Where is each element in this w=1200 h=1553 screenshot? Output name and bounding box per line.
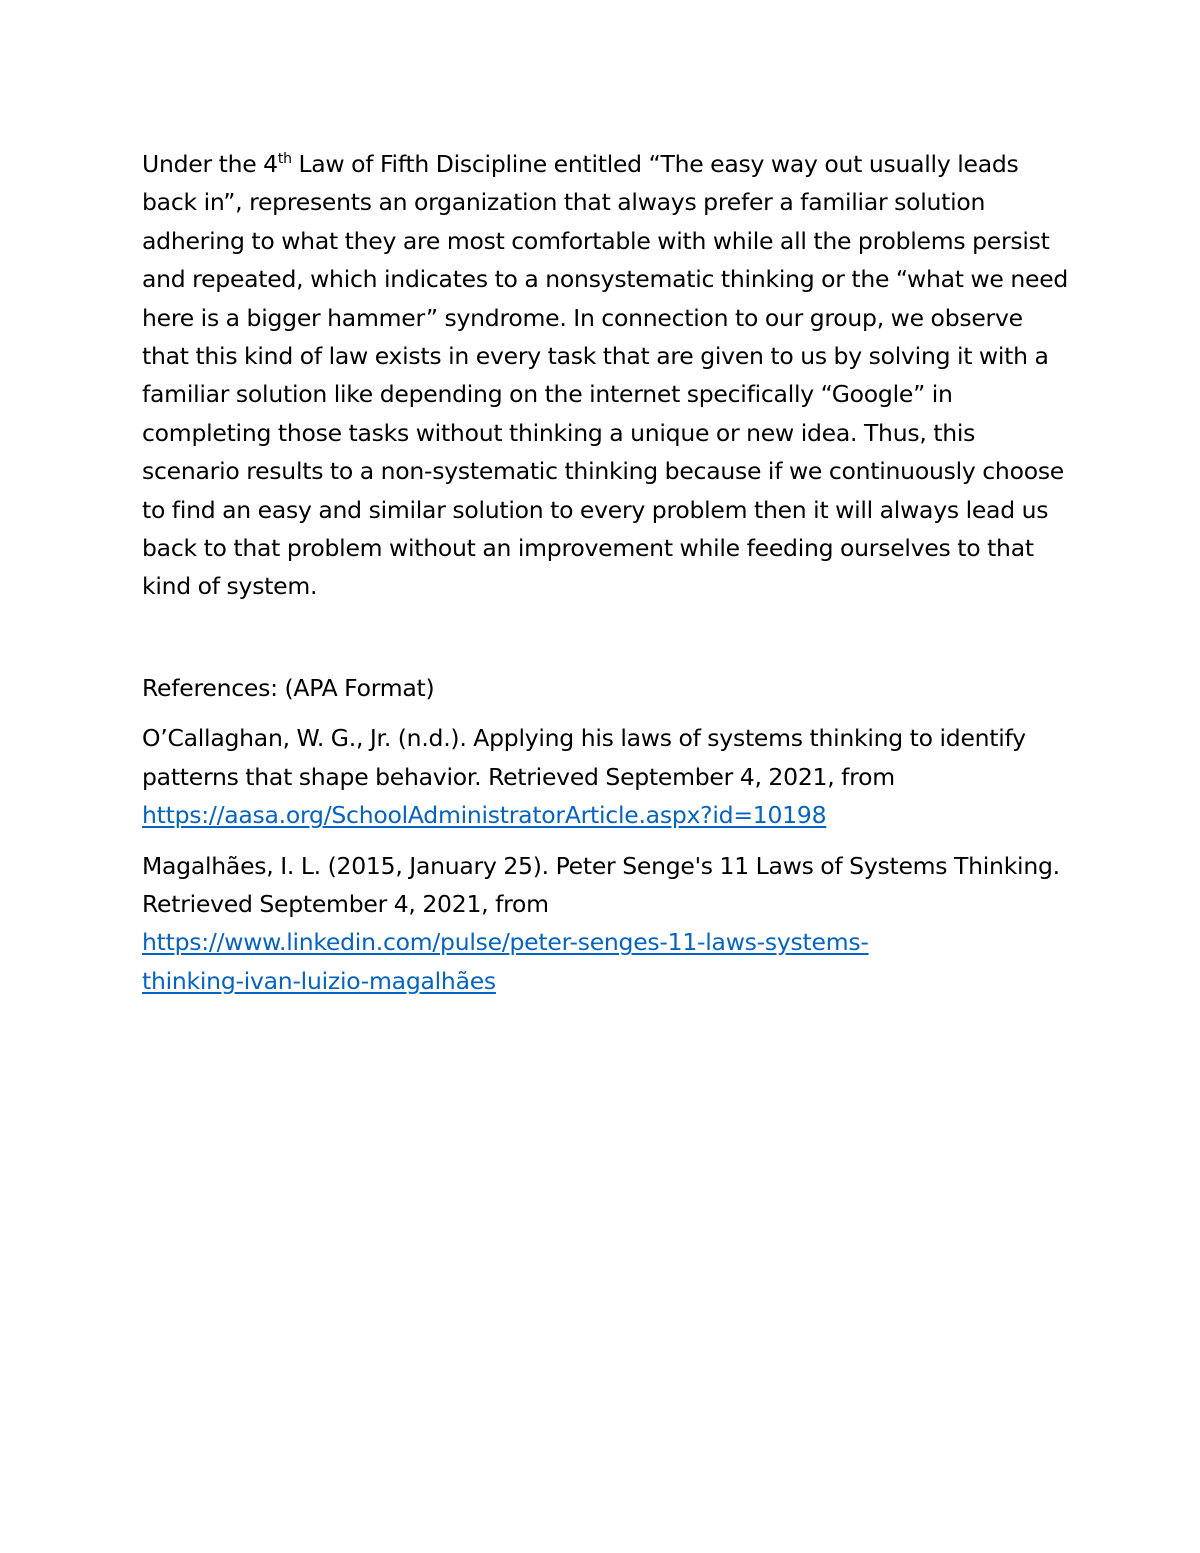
document-body [142, 145, 1072, 1000]
reference-item-magalhaes [142, 847, 1072, 1001]
ordinal-superscript: th [277, 151, 292, 168]
references-heading: References: (APA Format) [142, 673, 435, 702]
body-paragraph [142, 145, 1072, 606]
paragraph-text-rest: Law of Fifth Discipline entitled “The easy way out usually leads back in”, represents an organization that always prefer a familiar solution adhering to what they are most comfortable with while all the problems persist and repeated, which indicates to a nonsystematic thinking or the “what we need here is a bigger hammer” syndrome. In connection to our group, we observe that this kind of law exists in every task that are given to us by solving it with a familiar solution like depending on the internet specifically “Google” in completing those tasks without thinking a unique or new idea. Thus, this scenario results to a non-systematic thinking because if we continuously choose to find an easy and similar solution to every problem then it will always lead us back to that problem without an improvement while feeding ourselves to that kind of system. [142, 150, 1069, 601]
reference-link[interactable] [142, 923, 1072, 1000]
reference-text: O’Callaghan, W. G., Jr. (n.d.). Applying his laws of systems thinking to identify patterns that shape behavior. Retrieved September 4, 2021, from [142, 724, 1026, 791]
reference-link-line-2[interactable]: thinking-ivan-luizio-magalhães [142, 966, 496, 995]
reference-item-ocallaghan [142, 719, 1072, 834]
paragraph-text-start: Under the 4 [142, 150, 278, 178]
reference-link[interactable]: https://aasa.org/SchoolAdministratorArticle.aspx?id=10198 [142, 801, 827, 830]
reference-text: Magalhães, I. L. (2015, January 25). Peter Senge's 11 Laws of Systems Thinking. Retrieved September 4, 2021, from [142, 851, 1060, 918]
reference-link-line-1[interactable]: https://www.linkedin.com/pulse/peter-senges-11-laws-systems- [142, 928, 869, 957]
